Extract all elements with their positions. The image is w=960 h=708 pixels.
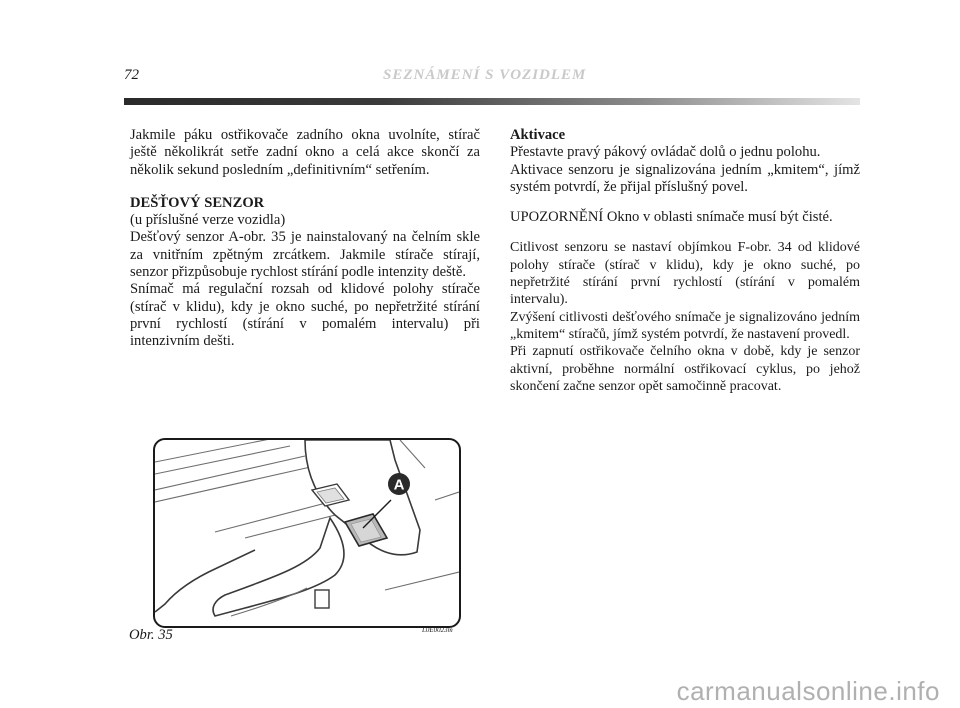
rain-sensor-paragraph-1: Dešťový senzor A-obr. 35 je nainstalovaný na čelním skle za vnitřním zpětným zrcátkem. Jakmile stírače stírají, senzor přizpůsobuje rychlost stírání podle intenzity deště. xyxy=(130,229,480,281)
header-rule xyxy=(124,98,860,105)
activation-paragraph-1: Přestavte pravý pákový ovládač dolů o jednu polohu. xyxy=(510,144,821,161)
washer-paragraph: Při zapnutí ostřikovače čelního okna v době, kdy je senzor aktivní, proběhne normální ostřikovací cyklus, po jehož skončení začne senzor opět samočinně pracovat. xyxy=(510,344,860,394)
rain-sensor-paragraph-2: Snímač má regulační rozsah od klidové polohy stírače (stírač v klidu), kdy je okno suché, po nepřetržité stírání první rychlostí (stírání v pomalém intervalu) při intenzivním dešti. xyxy=(130,281,480,350)
watermark: carmanualsonline.info xyxy=(676,676,940,706)
activation-heading: Aktivace xyxy=(510,127,566,143)
sensitivity-signal-paragraph: Zvýšení citlivosti dešťového snímače je signalizováno jedním „kmitem“ stíračů, jímž systém potvrdí, že nastavení provedl. xyxy=(510,309,860,342)
rain-sensor-illustration xyxy=(155,440,459,626)
intro-paragraph: Jakmile páku ostřikovače zadního okna uvolníte, stírač ještě několikrát setře zadní okno a celá akce skončí za několik sekund posledním „definitivním“ setřením. xyxy=(130,127,480,178)
figure-code: L0E0023m xyxy=(422,626,453,634)
activation-paragraph-2: Aktivace senzoru je signalizována jedním „kmitem“, jímž systém potvrdí, že přijal příslušný povel. xyxy=(510,161,860,195)
page-number: 72 xyxy=(124,67,139,83)
sensitivity-paragraph: Citlivost senzoru se nastaví objímkou F-obr. 34 od klidové polohy stírače (stírač v klidu), kdy je okno suché, po nepřetržité stírání první rychlostí (stírání v pomalém intervalu). xyxy=(510,240,860,308)
figure-rain-sensor xyxy=(153,438,461,628)
rain-sensor-subheading: (u příslušné verze vozidla) xyxy=(130,212,286,229)
warning-note: UPOZORNĚNÍ Okno v oblasti snímače musí být čisté. xyxy=(510,209,833,226)
left-column xyxy=(130,127,480,351)
figure-caption: Obr. 35 xyxy=(129,627,173,643)
rain-sensor-heading: DEŠŤOVÝ SENZOR xyxy=(130,194,265,211)
right-column xyxy=(510,127,860,395)
running-header: SEZNÁMENÍ S VOZIDLEM xyxy=(383,67,587,83)
callout-a-label: A xyxy=(393,476,405,494)
